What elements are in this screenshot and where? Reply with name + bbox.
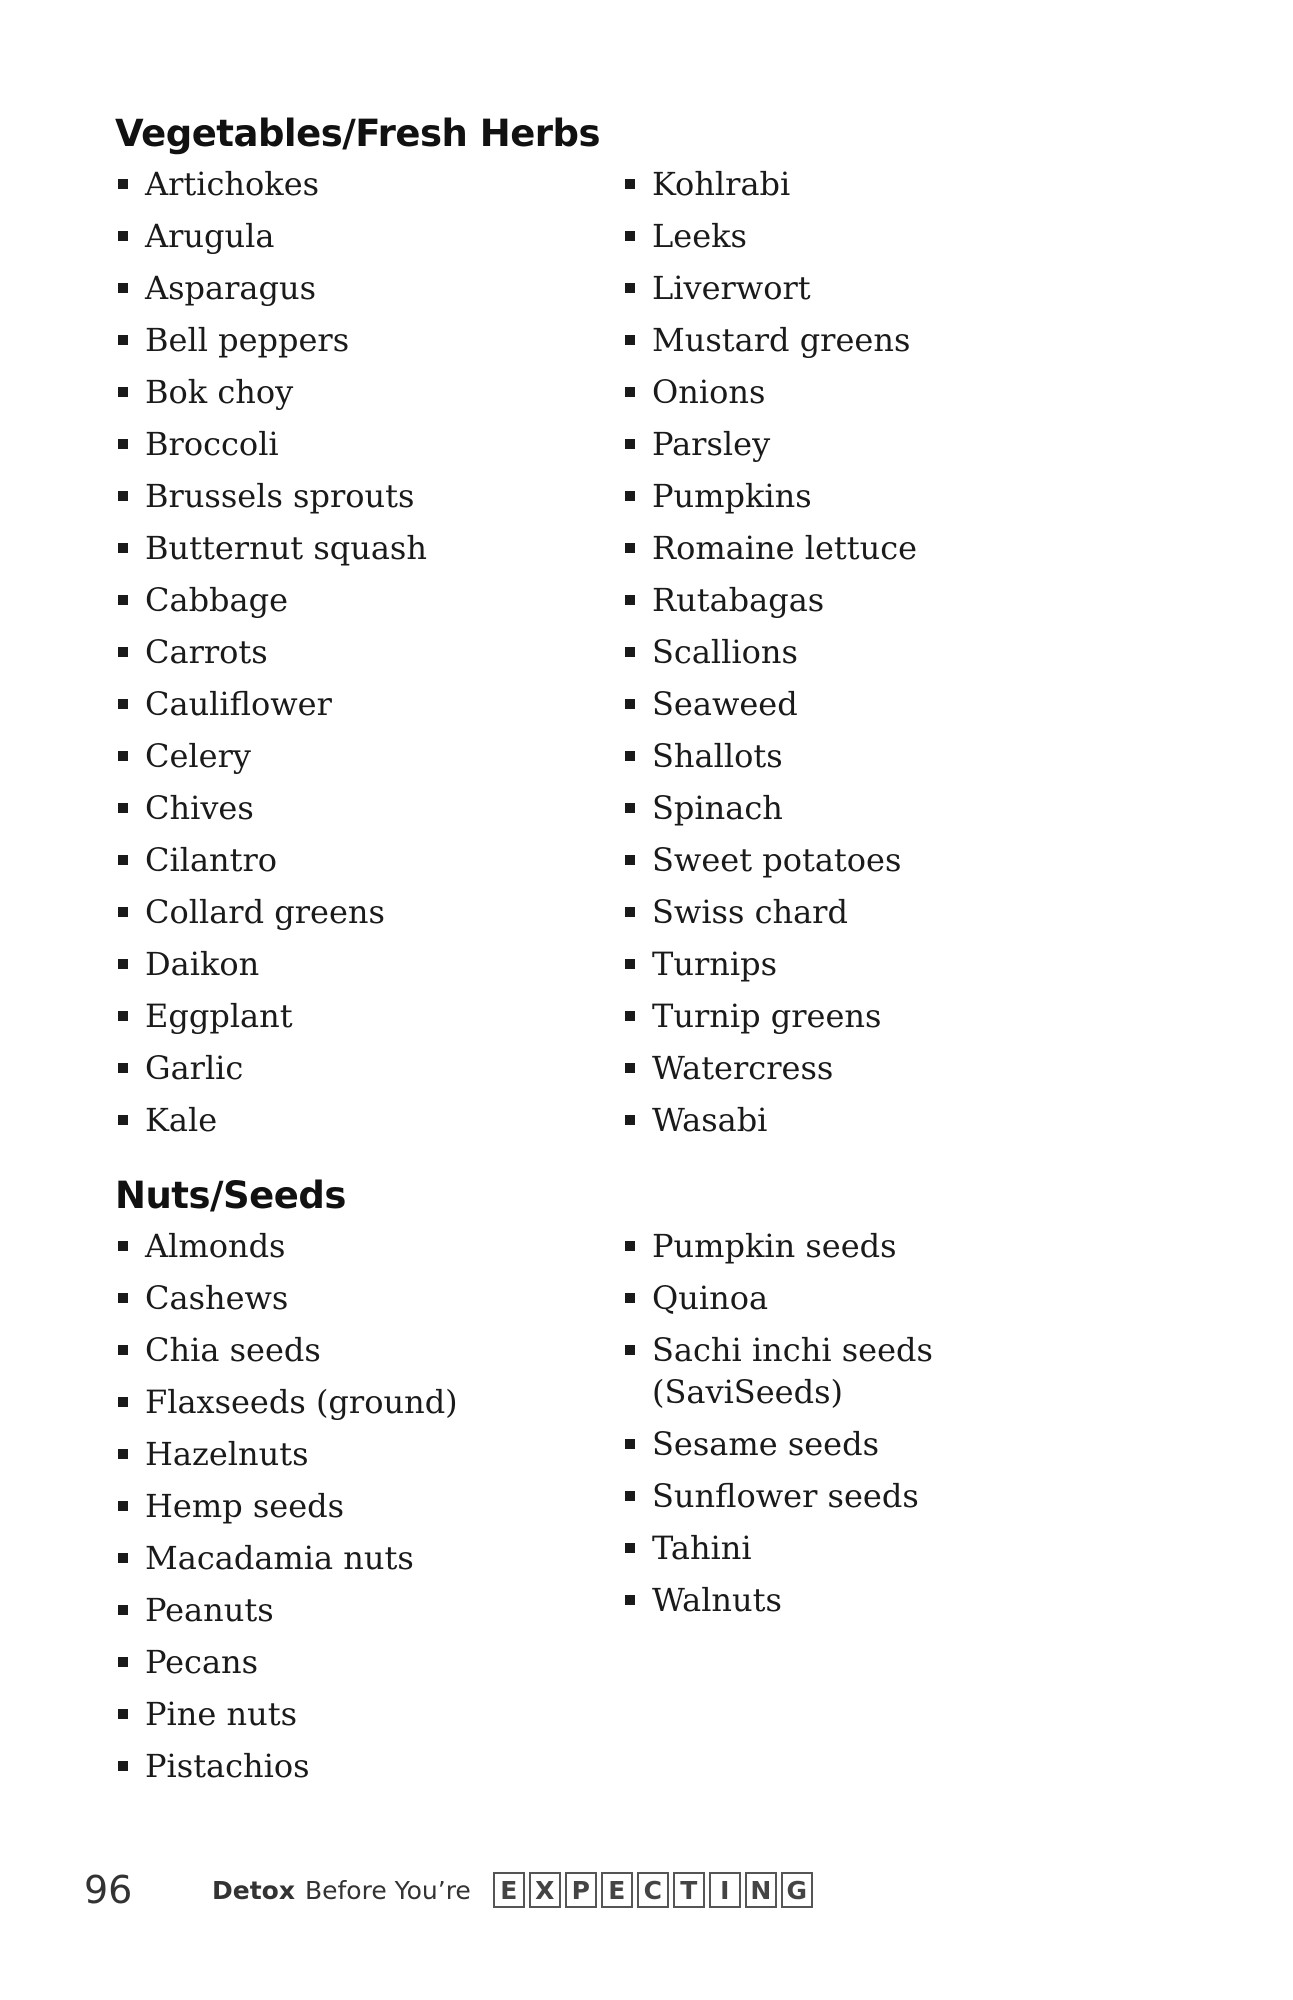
- list-item-label: Rutabagas: [652, 581, 825, 619]
- list-item: [115, 1042, 622, 1094]
- square-bullet-icon: [625, 387, 635, 397]
- square-bullet-icon: [118, 595, 128, 605]
- square-bullet-icon: [118, 1063, 128, 1073]
- square-bullet-icon: [118, 543, 128, 553]
- list-item: [115, 158, 622, 210]
- list-item-label: Brussels sprouts: [145, 477, 415, 515]
- square-bullet-icon: [625, 699, 635, 709]
- list-item-label: Kale: [145, 1101, 218, 1139]
- square-bullet-icon: [118, 491, 128, 501]
- square-bullet-icon: [625, 1063, 635, 1073]
- square-bullet-icon: [118, 1605, 128, 1615]
- square-bullet-icon: [118, 751, 128, 761]
- square-bullet-icon: [625, 751, 635, 761]
- expecting-letter-box: G: [781, 1872, 813, 1908]
- expecting-letter-box: T: [673, 1872, 705, 1908]
- list-item-label: Garlic: [145, 1049, 244, 1087]
- list-item-label: Collard greens: [145, 893, 385, 931]
- footer-title-expecting: [493, 1872, 817, 1908]
- square-bullet-icon: [118, 803, 128, 813]
- expecting-letter-box: E: [601, 1872, 633, 1908]
- list-item: [622, 210, 1102, 262]
- list-item: [115, 366, 622, 418]
- list-item-label: Scallions: [652, 633, 798, 671]
- square-bullet-icon: [118, 387, 128, 397]
- square-bullet-icon: [118, 647, 128, 657]
- list-item: [115, 1428, 622, 1480]
- list-item-label: Chives: [145, 789, 254, 827]
- footer-title-detox: Detox: [212, 1875, 295, 1905]
- page-footer: [84, 1860, 1184, 1920]
- square-bullet-icon: [118, 231, 128, 241]
- list-item-label: Mustard greens: [652, 321, 911, 359]
- list-item-label: Bell peppers: [145, 321, 350, 359]
- list-item-label: Romaine lettuce: [652, 529, 918, 567]
- square-bullet-icon: [118, 1241, 128, 1251]
- list-item-label: Pistachios: [145, 1747, 310, 1785]
- list-item: [115, 1324, 622, 1376]
- list-item-label: Quinoa: [652, 1279, 769, 1317]
- list-item: [115, 938, 622, 990]
- list-item: [622, 1574, 1102, 1626]
- square-bullet-icon: [625, 907, 635, 917]
- list-item: [115, 314, 622, 366]
- list-item: [115, 522, 622, 574]
- list-item-label: Hemp seeds: [145, 1487, 345, 1525]
- square-bullet-icon: [118, 1293, 128, 1303]
- list-item: [115, 678, 622, 730]
- list-item-label: Shallots: [652, 737, 783, 775]
- list-item: [622, 418, 1102, 470]
- list-item-label: Cauliflower: [145, 685, 332, 723]
- list-item: [115, 1376, 622, 1428]
- expecting-letter-box: E: [493, 1872, 525, 1908]
- list-item-label: Butternut squash: [145, 529, 427, 567]
- list-item-label: Broccoli: [145, 425, 279, 463]
- list-item-label: Leeks: [652, 217, 747, 255]
- square-bullet-icon: [625, 1241, 635, 1251]
- list-item-label: Macadamia nuts: [145, 1539, 414, 1577]
- list-item-label: Sesame seeds: [652, 1425, 880, 1463]
- square-bullet-icon: [118, 439, 128, 449]
- list-item: [115, 990, 622, 1042]
- square-bullet-icon: [118, 1449, 128, 1459]
- list-item-label: Flaxseeds (ground): [145, 1383, 458, 1421]
- list-item: [115, 1636, 622, 1688]
- square-bullet-icon: [118, 1501, 128, 1511]
- square-bullet-icon: [118, 1115, 128, 1125]
- square-bullet-icon: [625, 1011, 635, 1021]
- square-bullet-icon: [625, 231, 635, 241]
- square-bullet-icon: [625, 595, 635, 605]
- list-item-label: Onions: [652, 373, 766, 411]
- expecting-letter-box: I: [709, 1872, 741, 1908]
- footer-title-before-youre: Before You’re: [304, 1875, 471, 1905]
- square-bullet-icon: [625, 1543, 635, 1553]
- list-item: [622, 1522, 1102, 1574]
- square-bullet-icon: [625, 543, 635, 553]
- square-bullet-icon: [625, 335, 635, 345]
- list-item-label: Liverwort: [652, 269, 811, 307]
- list-item: [622, 990, 1102, 1042]
- square-bullet-icon: [118, 1397, 128, 1407]
- list-item: [622, 886, 1102, 938]
- square-bullet-icon: [118, 335, 128, 345]
- list-item: [622, 314, 1102, 366]
- square-bullet-icon: [625, 1595, 635, 1605]
- list-item-label: Parsley: [652, 425, 771, 463]
- list-item: [115, 1480, 622, 1532]
- list-item: [622, 1324, 1102, 1418]
- list-item: [115, 834, 622, 886]
- list-item: [115, 1584, 622, 1636]
- list-item: [622, 262, 1102, 314]
- list-item-label: Daikon: [145, 945, 260, 983]
- list-item: [115, 1688, 622, 1740]
- list-item-label: Asparagus: [145, 269, 316, 307]
- list-item: [115, 782, 622, 834]
- list-item: [622, 782, 1102, 834]
- list-item: [622, 158, 1102, 210]
- list-item-label: Kohlrabi: [652, 165, 791, 203]
- list-item-label: Sweet potatoes: [652, 841, 902, 879]
- expecting-letter-box: X: [529, 1872, 561, 1908]
- square-bullet-icon: [118, 1553, 128, 1563]
- list-item-label: Eggplant: [145, 997, 293, 1035]
- list-item-label: Watercress: [652, 1049, 834, 1087]
- list-item-label: Sunflower seeds: [652, 1477, 919, 1515]
- list-item-label: Wasabi: [652, 1101, 768, 1139]
- list-item-label: Celery: [145, 737, 251, 775]
- list-item-label: Artichokes: [145, 165, 320, 203]
- square-bullet-icon: [625, 959, 635, 969]
- list-item-label: Turnips: [652, 945, 777, 983]
- list-item: [622, 470, 1102, 522]
- nuts-seeds-list-left: [115, 1220, 622, 1792]
- list-item-label: Sachi inchi seeds (SaviSeeds): [652, 1331, 933, 1411]
- list-item: [115, 210, 622, 262]
- list-item: [622, 574, 1102, 626]
- square-bullet-icon: [625, 1345, 635, 1355]
- square-bullet-icon: [625, 803, 635, 813]
- list-item-label: Peanuts: [145, 1591, 274, 1629]
- square-bullet-icon: [625, 1115, 635, 1125]
- list-item: [622, 678, 1102, 730]
- expecting-letter-box: P: [565, 1872, 597, 1908]
- vegetables-list-right: [622, 158, 1102, 1146]
- list-item: [622, 1042, 1102, 1094]
- list-item-label: Pumpkin seeds: [652, 1227, 897, 1265]
- list-item: [622, 1094, 1102, 1146]
- list-item: [115, 1220, 622, 1272]
- list-item: [115, 574, 622, 626]
- list-item: [115, 626, 622, 678]
- section-heading-nuts-seeds: Nuts/Seeds: [115, 1174, 346, 1217]
- nuts-seeds-columns: [115, 1220, 1115, 1792]
- square-bullet-icon: [118, 907, 128, 917]
- list-item: [622, 366, 1102, 418]
- page-number: 96: [84, 1868, 133, 1912]
- square-bullet-icon: [625, 647, 635, 657]
- list-item: [115, 1094, 622, 1146]
- list-item: [622, 730, 1102, 782]
- list-item: [622, 1418, 1102, 1470]
- expecting-letter-box: C: [637, 1872, 669, 1908]
- square-bullet-icon: [118, 959, 128, 969]
- square-bullet-icon: [625, 283, 635, 293]
- square-bullet-icon: [118, 1011, 128, 1021]
- square-bullet-icon: [118, 1761, 128, 1771]
- list-item: [115, 886, 622, 938]
- vegetables-columns: [115, 158, 1115, 1146]
- list-item: [115, 1740, 622, 1792]
- list-item: [115, 730, 622, 782]
- list-item: [622, 522, 1102, 574]
- list-item-label: Almonds: [145, 1227, 286, 1265]
- square-bullet-icon: [625, 1439, 635, 1449]
- square-bullet-icon: [118, 699, 128, 709]
- list-item-label: Hazelnuts: [145, 1435, 309, 1473]
- square-bullet-icon: [118, 1709, 128, 1719]
- square-bullet-icon: [118, 1657, 128, 1667]
- square-bullet-icon: [118, 855, 128, 865]
- list-item: [622, 1220, 1102, 1272]
- square-bullet-icon: [625, 855, 635, 865]
- list-item-label: Bok choy: [145, 373, 294, 411]
- vegetables-section: [115, 110, 1115, 1146]
- list-item-label: Pine nuts: [145, 1695, 297, 1733]
- square-bullet-icon: [118, 1345, 128, 1355]
- list-item-label: Cilantro: [145, 841, 278, 879]
- square-bullet-icon: [625, 439, 635, 449]
- list-item-label: Swiss chard: [652, 893, 848, 931]
- list-item-label: Cashews: [145, 1279, 289, 1317]
- list-item-label: Cabbage: [145, 581, 289, 619]
- nuts-seeds-list-right: [622, 1220, 1102, 1792]
- nuts-seeds-section: [115, 1172, 1115, 1792]
- list-item-label: Arugula: [145, 217, 275, 255]
- list-item-label: Pumpkins: [652, 477, 812, 515]
- list-item: [622, 626, 1102, 678]
- square-bullet-icon: [625, 491, 635, 501]
- list-item: [115, 418, 622, 470]
- list-item: [622, 1470, 1102, 1522]
- list-item: [115, 470, 622, 522]
- list-item-label: Chia seeds: [145, 1331, 321, 1369]
- list-item-label: Tahini: [652, 1529, 752, 1567]
- list-item: [115, 262, 622, 314]
- square-bullet-icon: [625, 1293, 635, 1303]
- list-item-label: Spinach: [652, 789, 783, 827]
- list-item: [115, 1532, 622, 1584]
- list-item: [622, 834, 1102, 886]
- square-bullet-icon: [625, 179, 635, 189]
- list-item: [115, 1272, 622, 1324]
- list-item-label: Turnip greens: [652, 997, 882, 1035]
- square-bullet-icon: [118, 283, 128, 293]
- vegetables-list-left: [115, 158, 622, 1146]
- list-item-label: Seaweed: [652, 685, 798, 723]
- square-bullet-icon: [625, 1491, 635, 1501]
- square-bullet-icon: [118, 179, 128, 189]
- list-item: [622, 938, 1102, 990]
- list-item-label: Carrots: [145, 633, 268, 671]
- list-item-label: Pecans: [145, 1643, 259, 1681]
- expecting-letter-box: N: [745, 1872, 777, 1908]
- list-item: [622, 1272, 1102, 1324]
- list-item-label: Walnuts: [652, 1581, 782, 1619]
- section-heading-vegetables: Vegetables/Fresh Herbs: [115, 112, 601, 155]
